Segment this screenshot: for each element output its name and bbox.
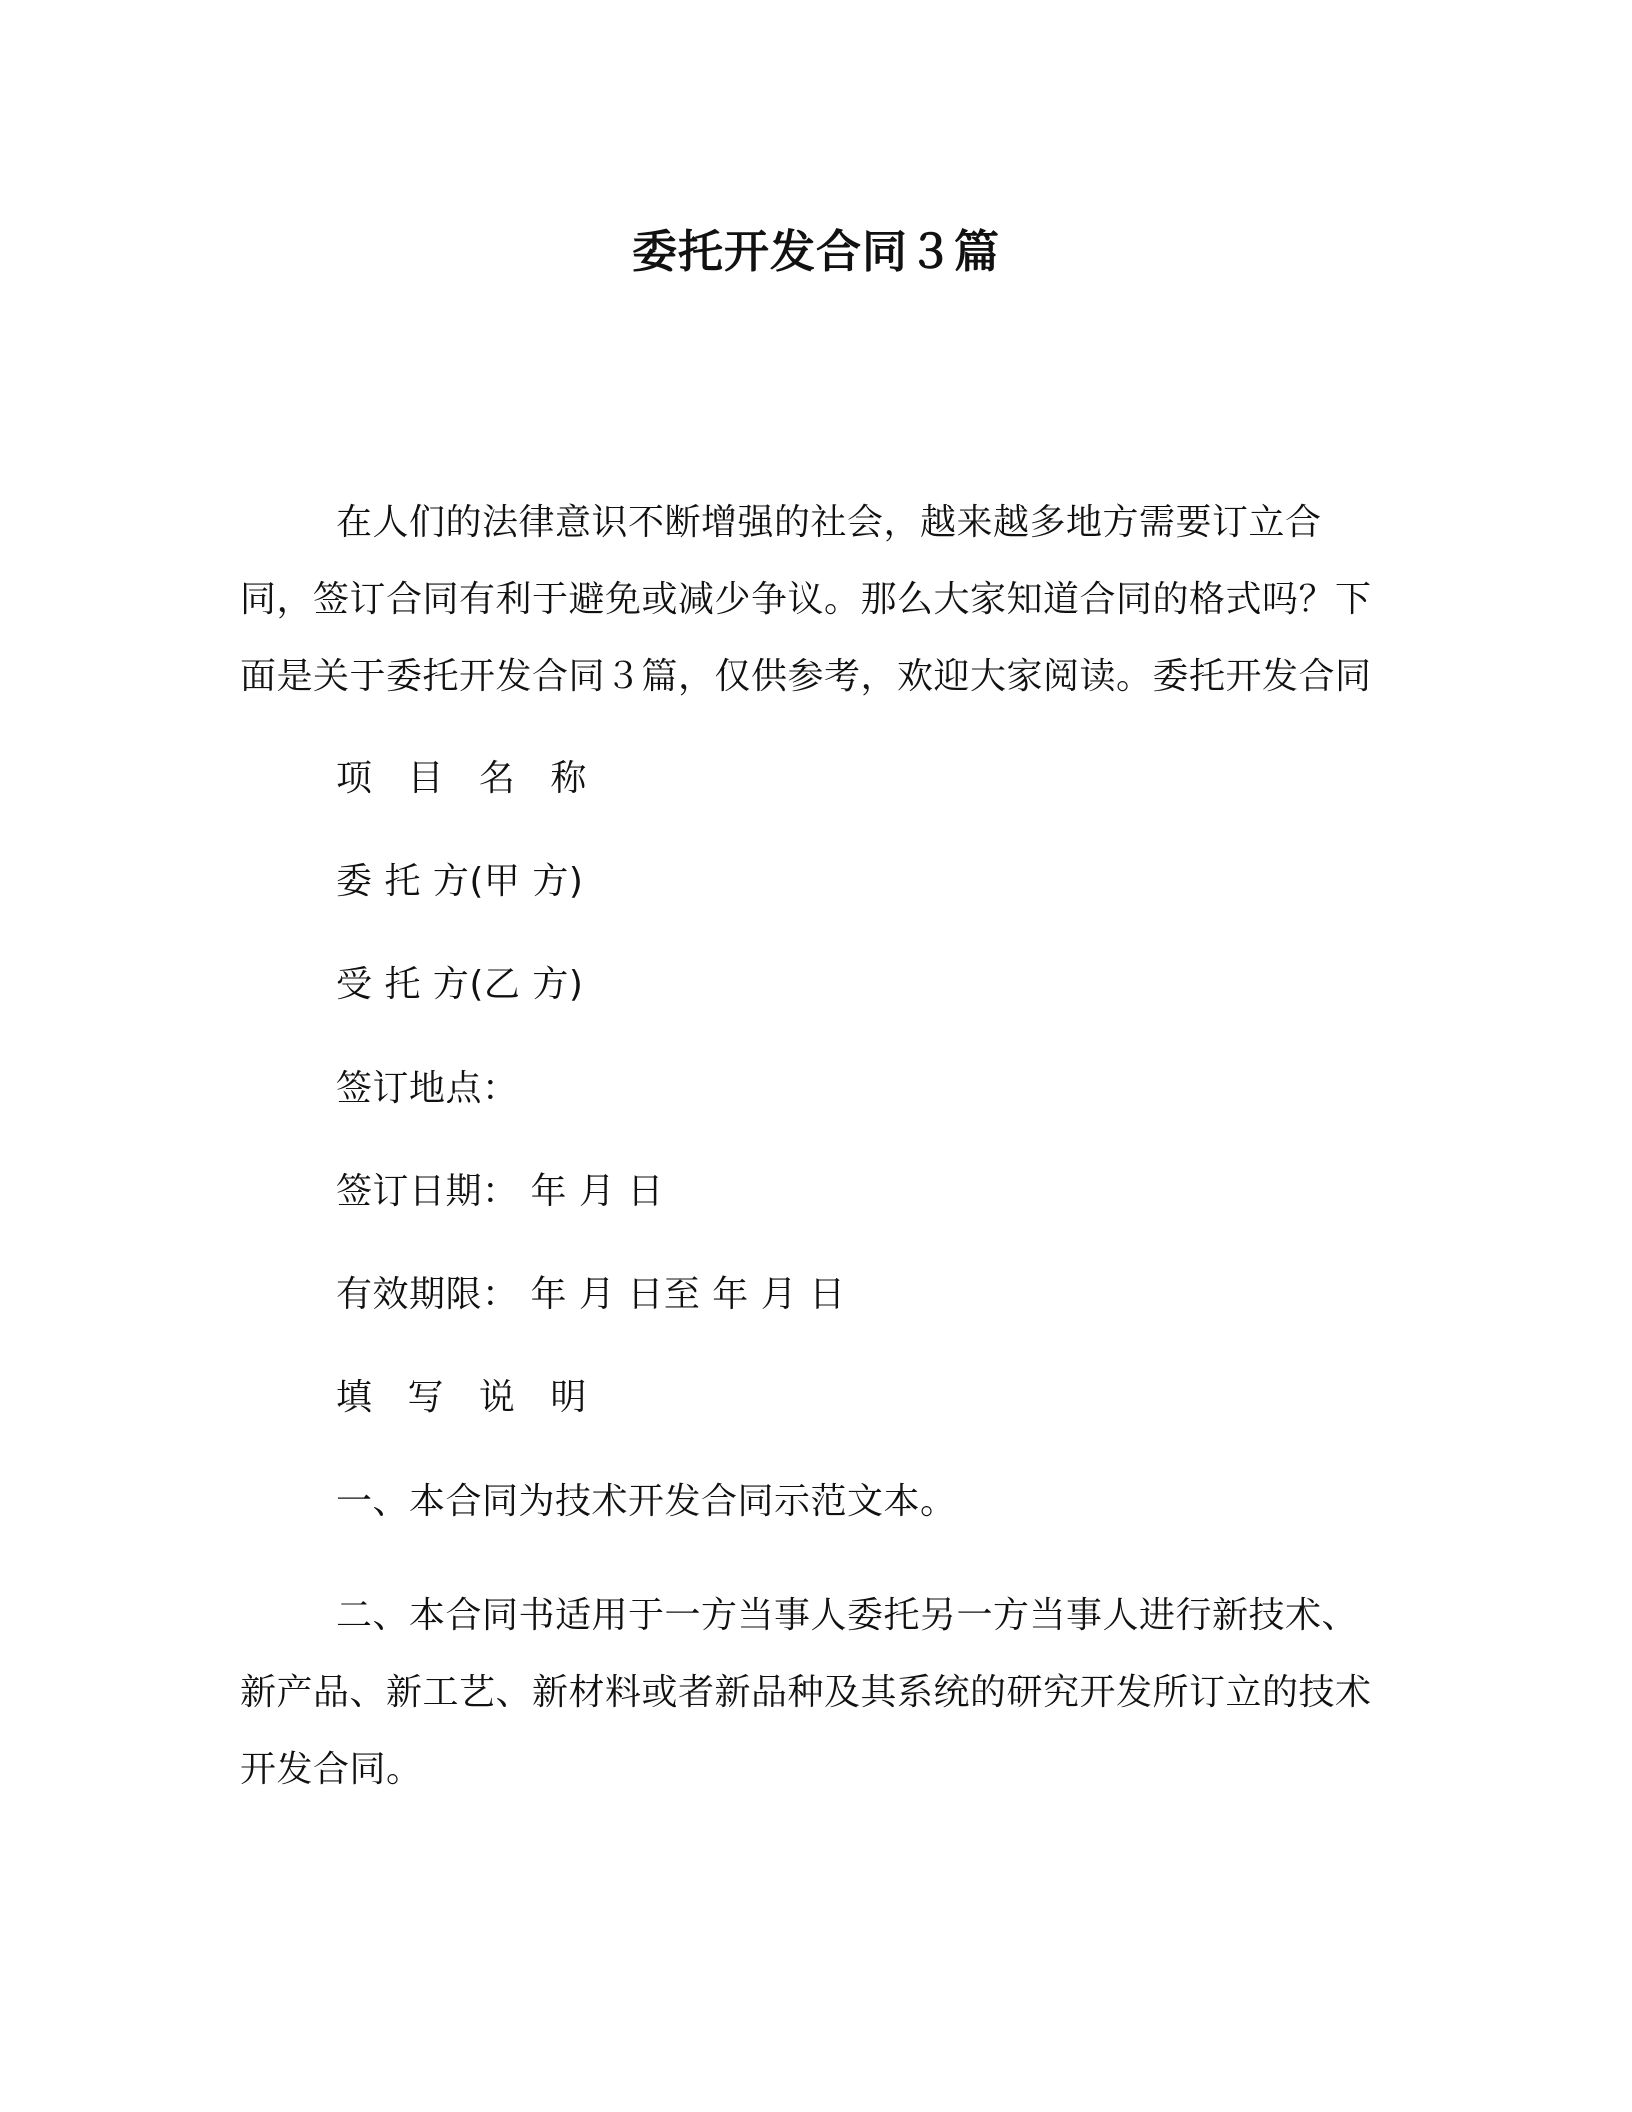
intro-paragraph: 在人们的法律意识不断增强的社会，越来越多地方需要订立合同，签订合同有利于避免或减少争议。那么大家知道合同的格式吗？下面是关于委托开发合同３篇，仅供参考，欢迎大家阅读。委托开发合同 (240, 502, 1372, 697)
contractor-label: 受 托 方(乙 方) (336, 964, 584, 1005)
instructions-heading: 填 写 说 明 (336, 1377, 599, 1418)
project-name-label: 项 目 名 称 (336, 758, 599, 799)
instruction-item-two: 二、本合同书适用于一方当事人委托另一方当事人进行新技术、新产品、新工艺、新材料或者新品种及其系统的研究开发所订立的技术开发合同。 (240, 1595, 1372, 1790)
document-title: 委托开发合同３篇 (631, 225, 1000, 278)
client-label: 委 托 方(甲 方) (336, 861, 584, 902)
instruction-item-one: 一、本合同为技术开发合同示范文本。 (336, 1481, 957, 1522)
sign-date-label: 签订日期： 年 月 日 (336, 1171, 664, 1212)
validity-label: 有效期限： 年 月 日至 年 月 日 (336, 1274, 846, 1315)
sign-place-label: 签订地点： (336, 1068, 519, 1109)
